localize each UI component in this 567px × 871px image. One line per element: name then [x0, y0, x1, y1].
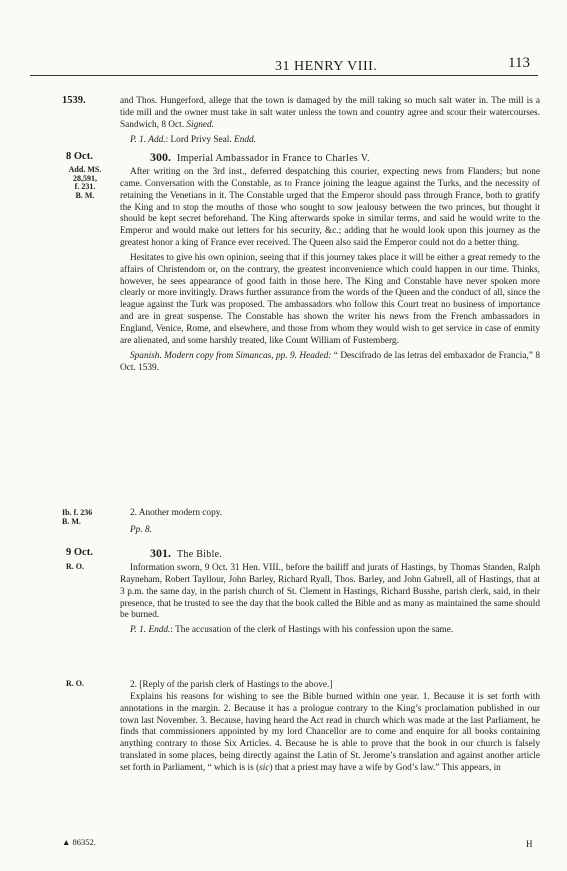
signed-note: Signed. — [186, 119, 214, 130]
entry-300-copy-source: Ib. f. 236 B. M. — [62, 508, 93, 526]
running-header-title: 31 HENRY VIII. — [275, 59, 378, 74]
continued-text: and Thos. Hungerford, allege that the town is damaged by the mill taking so much salt water in. The mill is a tide mill and the owner must take in salt water unless the town and country agree and scour their watercourses. Sandwich, 8 Oct. Signed. — [120, 96, 540, 130]
entry-301-item2-text: Explains his reasons for wishing to see the Bible burned within one year. 1. Because it is set forth with annotations in the margin. 2. Because it has a prologue contrary to the King’s proclamation published in our town last November. 3. Because, having heard the Act read in church which was made at the last Parliament, he finds that commissioners appointed by my lord Chancellor are to come and enquire for all books containing anything contrary to those Six Articles. 4. Because he is able to prove that the book in our church is falsely translated in some places, being directly against the Latin of St. Jerome’s translation and against another article set forth in Parliament, “ which is is (sic) that a priest may have a wife by God’s law.” This appears, in — [120, 691, 540, 773]
entry-301-item2-source: R. O. — [66, 679, 84, 688]
entry-301-item2: 2. [Reply of the parish clerk of Hastings to the above.] Explains his reasons for wishing to see the Bible burned within one year. 1. Because it is set forth with annotations in the margin. 2. Because it has a prologue contrary to the King’s proclamation published in our town last November. 3. Because, having heard the Act read in church which was made at the last Parliament, he finds that commissioners appointed by my lord Chancellor are to come and enquire for all books containing anything contrary to those Six Articles. 4. Because he is able to prove that the book in our church is falsely translated in some places, being directly against the Latin of St. Jerome’s translation and against another article set forth in Parliament, “ which is is (sic) that a priest may have a wife by God’s law.” This appears, in — [120, 680, 540, 773]
entry-300-date: 8 Oct. — [66, 151, 93, 162]
entry-301-body: Information sworn, 9 Oct. 31 Hen. VIII., before the bailiff and jurats of Hastings, by Thomas Standen, Ralph Rayneham, Robert Tayllour, John Barley, Richard Ryall, Thos. Barley, and John Gabrell, all of Hastings, that at 3 p.m. the same day, in the parish church of St. Clement in Hastings, Richard Busshe, parish clerk, said, in their presence, that he trusted to see the day that the book called the Bible and as many as maintained the same should be burned. P. 1. Endd.: The accusation of the clerk of Hastings with his confession upon the same. — [120, 563, 540, 636]
entry-301-heading: 301. The Bible. — [150, 546, 223, 560]
continued-endorsement: P. 1. Add.: Lord Privy Seal. Endd. — [130, 134, 256, 145]
entry-300-source-note: Spanish. Modern copy from Simancas, pp. 9. Headed: “ Descifrado de las letras del embaxador de Francia,” 8 Oct. 1539. — [120, 350, 540, 373]
entry-300-source: Add. MS. 28,591, f. 231. B. M. — [68, 165, 102, 200]
entry-300-body: After writing on the 3rd inst., deferred despatching this courier, expecting news from Flanders; but none came. Conversation with the Constable, as to France joining the league against the Turks, and the necessity of retaining the Venetians in it. The Constable urged that the Emperor should pass through France, both to gratify the King and to stop the mouths of those who sought to sow jealousy between the two princes, but thought it should be kept secret beforehand. The King afterwards spoke in similar terms, and said he would write to the Emperor and would make out letters for his security, &c.; adding that he would look upon this journey as the greatest honor a king of France ever received. The Queen also said the Emperor could not do a better thing. Hesitates to give his own opinion, seeing that if this journey takes place it will be either a great remedy to the affairs of Christendom or, on the contrary, the greatest inconvenience which could happen in our time. Thinks, however, he sees appearance of good faith in those here. The King and Constable have never spoken more clearly or more invitingly. Draws further assurance from the words of the Queen and the conduct of all, since the league against the Turk was proposed. The ambassadors who follow this Court treat no business of importance and are in great suspense. The Constable has shown the writer his news from the French ambassadors in England, Venice, Rome, and elsewhere, and those from whom they would wish to get service in case of enmity are alienated, and some harshly treated, like Count William of Fustemberg. Spanish. Modern copy from Simancas, pp. 9. Headed: “ Descifrado de las letras del embaxador de Francia,” 8 Oct. 1539. — [120, 167, 540, 373]
entry-301-endorsement: P. 1. Endd.: The accusation of the clerk of Hastings with his confession upon the same. — [130, 625, 454, 636]
entry-300-copy: 2. Another modern copy. Pp. 8. — [130, 508, 223, 535]
margin-year: 1539. — [62, 95, 86, 106]
entry-301-source: R. O. — [66, 562, 84, 571]
entry-301-date: 9 Oct. — [66, 547, 93, 558]
page-number: 113 — [508, 55, 530, 71]
printer-code: ▲ 86352. — [62, 837, 96, 847]
entry-300-heading: 300. Imperial Ambassador in France to Charles V. — [150, 150, 370, 164]
header-rule — [30, 75, 538, 76]
continued-entry — [120, 96, 540, 146]
signature-mark: H — [526, 839, 533, 849]
